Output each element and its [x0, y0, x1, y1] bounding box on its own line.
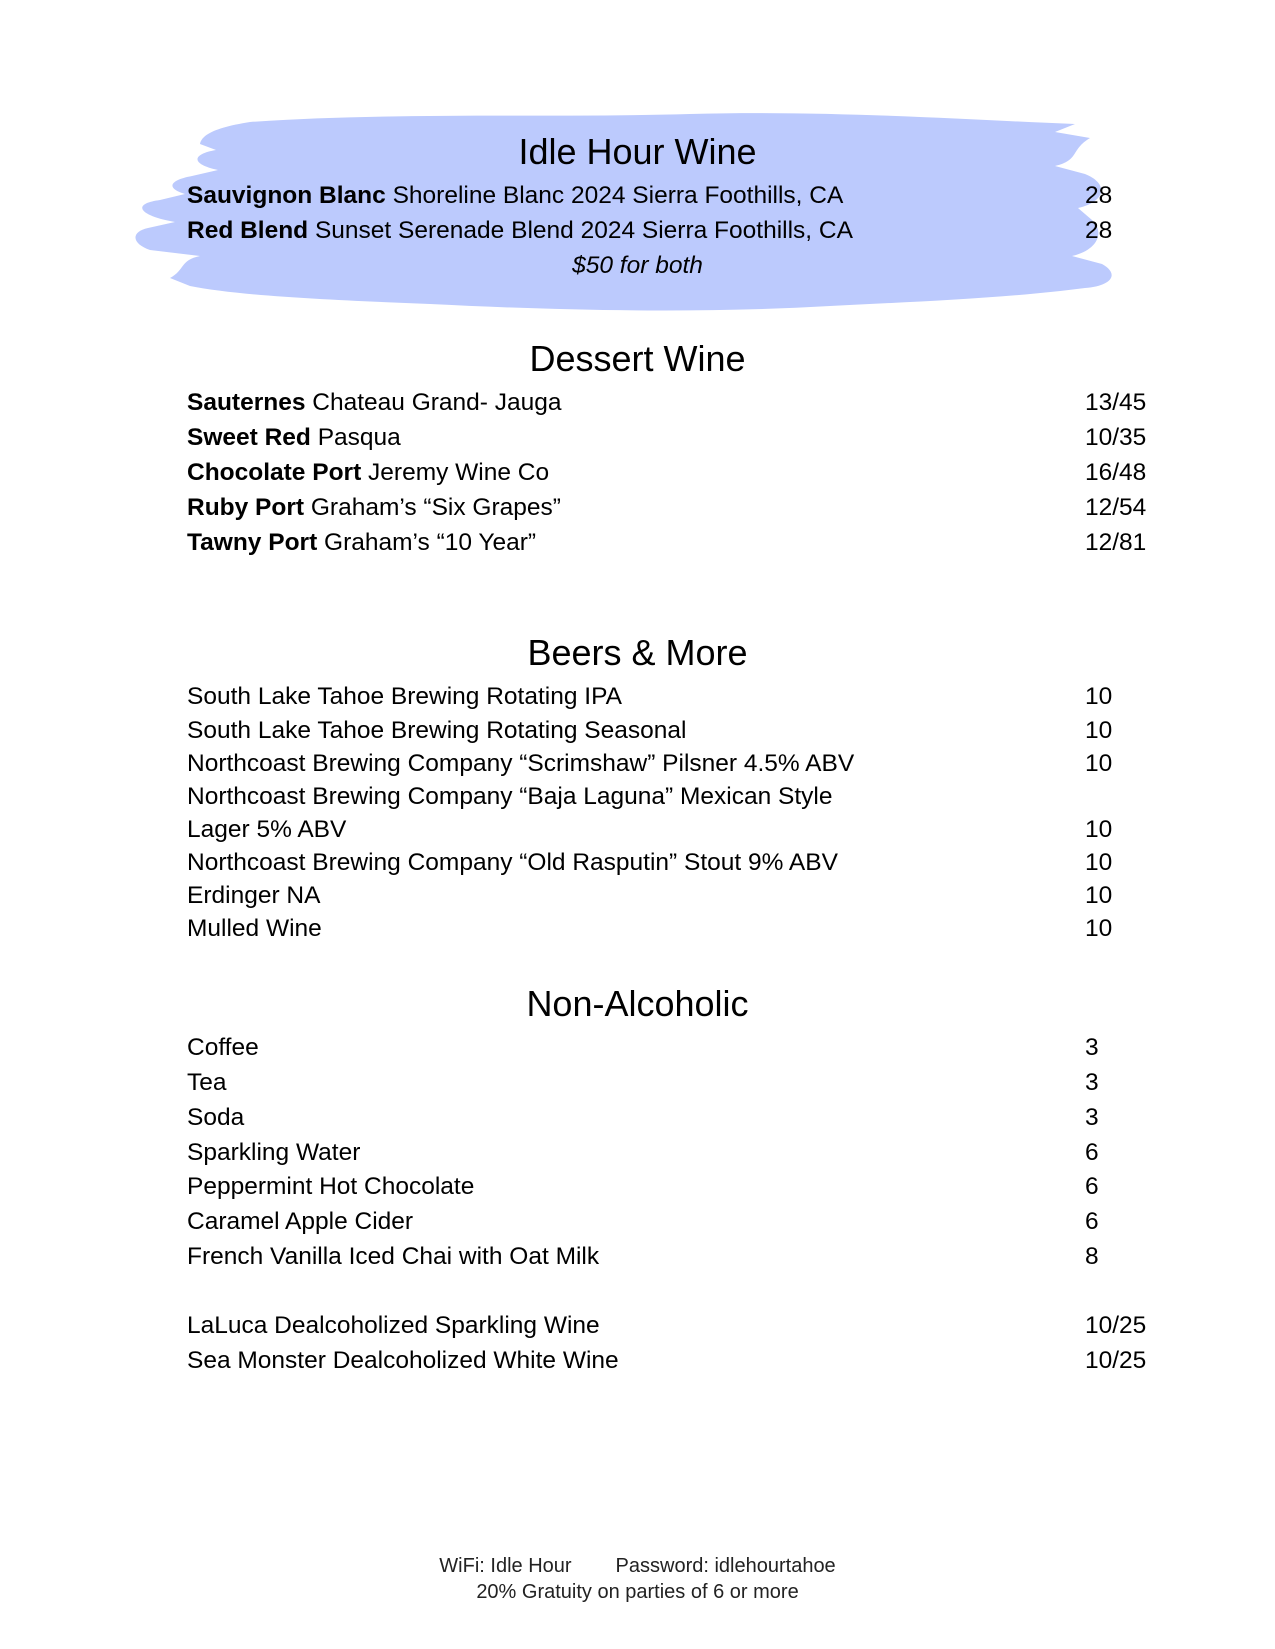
item-description: Chateau Grand- Jauga [305, 389, 562, 416]
item-price: 12/81 [1085, 529, 1147, 556]
menu-row-coffee [187, 1030, 1147, 1066]
item-name: Peppermint Hot Chocolate [187, 1173, 475, 1200]
menu-row-sauvignon-blanc [187, 178, 1147, 214]
section-title-non-alcoholic: Non-Alcoholic [526, 983, 749, 1024]
menu-row-sauternes [187, 385, 1147, 421]
item-varietal: Tawny Port [187, 529, 318, 556]
item-price: 10 [1085, 849, 1113, 876]
item-price: 10/35 [1085, 424, 1147, 451]
item-description: Graham’s “Six Grapes” [304, 494, 561, 521]
item-name [187, 385, 562, 421]
menu-row-slt-ipa [187, 679, 1147, 715]
item-name: Soda [187, 1104, 245, 1131]
item-varietal: Sauternes [187, 389, 306, 416]
item-name [187, 525, 536, 561]
item-name [187, 490, 561, 526]
wifi-network: WiFi: Idle Hour [439, 1555, 572, 1577]
item-description: Jeremy Wine Co [361, 459, 550, 486]
menu-row-sparkling-water [187, 1135, 1147, 1171]
item-name [187, 455, 549, 491]
item-varietal: Chocolate Port [187, 459, 362, 486]
item-price: 13/45 [1085, 389, 1147, 416]
item-price: 3 [1085, 1034, 1099, 1061]
item-name: Tea [187, 1069, 227, 1096]
item-name: LaLuca Dealcoholized Sparkling Wine [187, 1312, 600, 1339]
menu-row-sea-monster [187, 1343, 1147, 1379]
menu-row-baja-laguna [187, 779, 1147, 815]
item-name: Northcoast Brewing Company “Baja Laguna” Mexican Style [187, 783, 833, 810]
item-name: Caramel Apple Cider [187, 1208, 414, 1235]
menu-row-old-rasputin [187, 845, 1147, 881]
menu-row-ruby-port [187, 490, 1147, 526]
item-name [187, 420, 401, 456]
item-name: Sea Monster Dealcoholized White Wine [187, 1347, 619, 1374]
item-price: 6 [1085, 1139, 1099, 1166]
item-price: 10 [1085, 915, 1113, 942]
item-varietal: Ruby Port [187, 494, 305, 521]
menu-row-mulled-wine [187, 911, 1147, 947]
item-name: South Lake Tahoe Brewing Rotating IPA [187, 683, 622, 710]
item-name: Sparkling Water [187, 1139, 361, 1166]
item-price: 12/54 [1085, 494, 1147, 521]
menu-row-tea [187, 1065, 1147, 1101]
item-description: Graham’s “10 Year” [317, 529, 537, 556]
item-description: Shoreline Blanc 2024 Sierra Foothills, CA [385, 182, 844, 209]
item-description: Pasqua [310, 424, 401, 451]
item-name: Mulled Wine [187, 915, 322, 942]
item-price: 28 [1085, 217, 1113, 244]
item-price: 10 [1085, 816, 1113, 843]
section-title-dessert-wine: Dessert Wine [529, 338, 746, 379]
item-varietal: Sauvignon Blanc [187, 182, 386, 209]
footer-wifi-line [0, 1553, 1275, 1579]
item-name: South Lake Tahoe Brewing Rotating Seasonal [187, 717, 687, 744]
menu-row-soda [187, 1100, 1147, 1136]
item-varietal: Red Blend [187, 217, 309, 244]
footer-gratuity: 20% Gratuity on parties of 6 or more [476, 1581, 799, 1603]
menu-row-sweet-red [187, 420, 1147, 456]
item-varietal: Sweet Red [187, 424, 311, 451]
menu-row-baja-laguna-cont [187, 812, 1147, 848]
item-name: Erdinger NA [187, 882, 321, 909]
item-name: Northcoast Brewing Company “Scrimshaw” Pilsner 4.5% ABV [187, 750, 855, 777]
menu-row-laluca [187, 1308, 1147, 1344]
menu-row-slt-seasonal [187, 713, 1147, 749]
menu-row-scrimshaw [187, 746, 1147, 782]
combo-price-note: $50 for both [572, 252, 703, 279]
menu-row-erdinger-na [187, 878, 1147, 914]
item-price: 10/25 [1085, 1347, 1147, 1374]
item-price: 10 [1085, 683, 1113, 710]
item-price: 10/25 [1085, 1312, 1147, 1339]
menu-row-peppermint-hot-chocolate [187, 1169, 1147, 1205]
menu-row-caramel-apple-cider [187, 1204, 1147, 1240]
item-name [187, 178, 843, 214]
item-price: 6 [1085, 1208, 1099, 1235]
menu-row-chocolate-port [187, 455, 1147, 491]
item-price: 10 [1085, 882, 1113, 909]
wifi-password: Password: idlehourtahoe [615, 1555, 836, 1577]
item-description: Sunset Serenade Blend 2024 Sierra Foothills, CA [308, 217, 853, 244]
item-price: 3 [1085, 1104, 1099, 1131]
section-title-beers-and-more: Beers & More [527, 632, 748, 673]
item-price: 6 [1085, 1173, 1099, 1200]
item-price: 10 [1085, 717, 1113, 744]
item-price: 10 [1085, 750, 1113, 777]
section-title-idle-hour-wine: Idle Hour Wine [518, 131, 757, 172]
menu-row-french-vanilla-chai [187, 1239, 1147, 1275]
item-price: 8 [1085, 1243, 1099, 1270]
menu-row-tawny-port [187, 525, 1147, 561]
item-name [187, 213, 853, 249]
item-name: Northcoast Brewing Company “Old Rasputin” Stout 9% ABV [187, 849, 838, 876]
menu-row-red-blend [187, 213, 1147, 249]
item-price: 3 [1085, 1069, 1099, 1096]
item-name-continued: Lager 5% ABV [187, 816, 347, 843]
item-name: French Vanilla Iced Chai with Oat Milk [187, 1243, 600, 1270]
item-price: 16/48 [1085, 459, 1147, 486]
item-price: 28 [1085, 182, 1113, 209]
item-name: Coffee [187, 1034, 259, 1061]
